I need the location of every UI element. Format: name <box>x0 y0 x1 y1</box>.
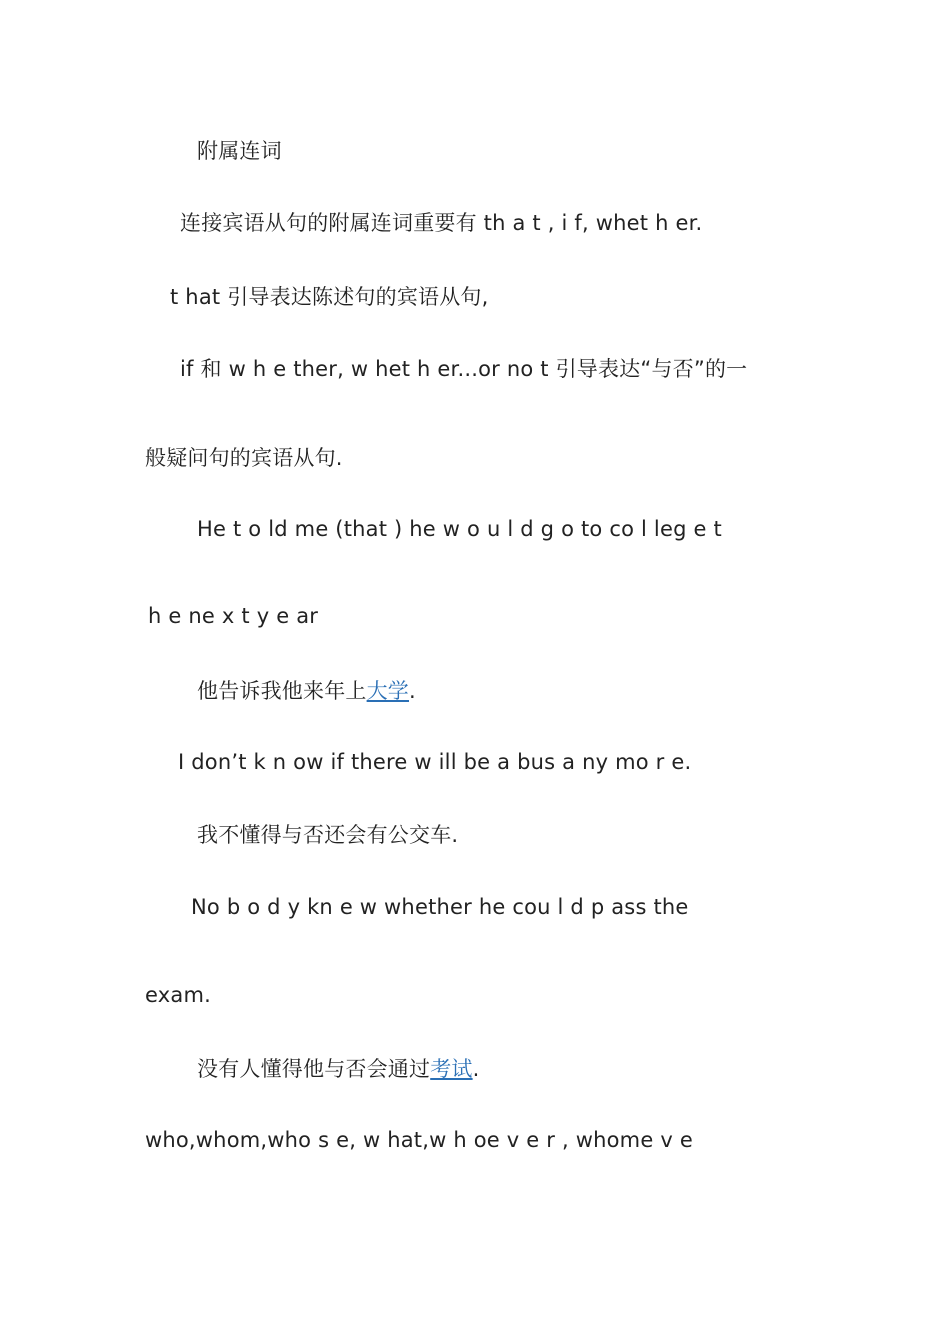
paragraph-if-whether-usage-cont: 般疑问句的宾语从句. <box>145 446 343 470</box>
paragraph-conjunction-list: 连接宾语从句的附属连词重要有 th a t , i f, whet h er. <box>180 211 703 235</box>
translation-3-text: 没有人懂得他与否会通过 <box>197 1057 431 1081</box>
paragraph-wh-words: who,whom,who s e, w hat,w h oe v e r , whome v e <box>145 1128 693 1152</box>
translation-1-period: . <box>409 679 416 703</box>
translation-2: 我不懂得与否还会有公交车. <box>197 823 459 847</box>
example-sentence-3: No b o d y kn e w whether he cou l d p ass the <box>191 895 689 919</box>
example-sentence-2: I don’t k n ow if there w ill be a bus a ny mo r e. <box>178 750 692 774</box>
translation-3 <box>197 1055 480 1083</box>
heading-subordinating-conjunctions: 附属连词 <box>197 139 282 163</box>
link-exam[interactable]: 考试 <box>430 1057 473 1081</box>
translation-1-text: 他告诉我他来年上 <box>197 679 367 703</box>
link-university[interactable]: 大学 <box>366 679 410 703</box>
translation-1 <box>197 677 416 705</box>
paragraph-if-whether-usage: if 和 w h e ther, w het h er...or no t 引导表达“与否”的一 <box>180 357 748 381</box>
paragraph-that-usage: t hat 引导表达陈述句的宾语从句, <box>170 285 489 309</box>
example-sentence-1-cont: h e ne x t y e ar <box>148 604 319 628</box>
example-sentence-3-cont: exam. <box>145 983 211 1007</box>
example-sentence-1: He t o ld me (that ) he w o u l d g o to co l leg e t <box>197 517 722 541</box>
translation-3-period: . <box>472 1057 480 1081</box>
